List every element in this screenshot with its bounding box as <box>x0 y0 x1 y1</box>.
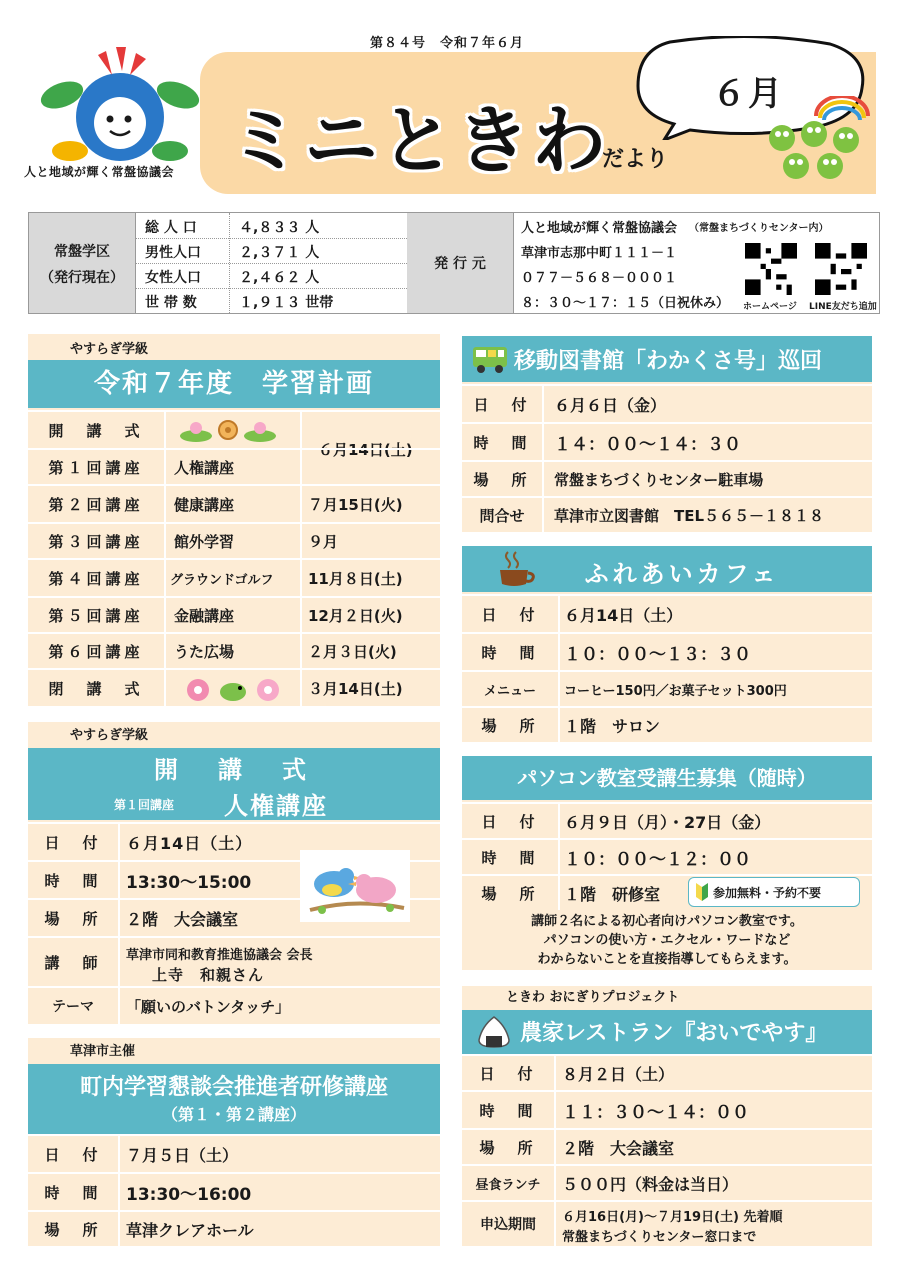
issue-number: 第８４号 令和７年６月 <box>370 36 525 51</box>
pc-note-line: パソコンの使い方・エクセル・ワードなど <box>543 933 791 948</box>
plan-title: 令和７年度 学習計画 <box>28 360 440 408</box>
row-date: ７月15日(火) <box>308 495 403 514</box>
row-label: 問合せ <box>479 506 525 525</box>
row-topic: うた広場 <box>174 642 235 661</box>
cafe-section <box>462 546 872 742</box>
opening-title: 開 講 式 <box>154 756 314 784</box>
stat-label: 女性人口 <box>145 270 201 286</box>
row-topic: 人権講座 <box>174 458 235 477</box>
row-label: 第４回講座 <box>48 569 144 588</box>
publisher-hours: ８：３０～１７：１５（日祝休み） <box>521 296 730 311</box>
publisher-note: （常盤まちづくりセンター内） <box>689 223 829 234</box>
table-row <box>462 632 872 670</box>
row-label: 日 付 <box>479 1064 537 1083</box>
opening-tag: やすらぎ学級 <box>70 728 149 743</box>
row-value: １階 研修室 <box>564 884 661 904</box>
opening-sub-big: 人権講座 <box>224 792 328 820</box>
row-label: 第６回講座 <box>48 642 144 661</box>
row-label: 場 所 <box>44 909 102 928</box>
row-label: 時 間 <box>479 1101 537 1120</box>
flowers-bird-icon <box>178 676 288 704</box>
table-row <box>462 1128 872 1164</box>
row-value-2: 常盤まちづくりセンター窓口まで <box>562 1230 757 1245</box>
publisher-phone: ０７７－５６８－０００１ <box>521 271 678 286</box>
library-bus-icon <box>472 344 508 374</box>
row-label: 場 所 <box>44 1220 102 1239</box>
district-cell <box>29 213 135 313</box>
table-row <box>28 632 440 668</box>
row-date: ２月３日(火) <box>308 642 397 661</box>
pc-section <box>462 756 872 970</box>
table-row <box>28 484 440 522</box>
table-row <box>28 1210 440 1246</box>
table-row <box>28 558 440 596</box>
row-value: ７月５日（土） <box>126 1145 239 1165</box>
row-topic: グラウンドゴルフ <box>170 572 274 588</box>
row-date: ６月14日(土) <box>318 440 413 459</box>
table-row <box>462 802 872 838</box>
district-as-of: （発行現在） <box>40 270 124 286</box>
row-label: 第３回講座 <box>48 532 144 551</box>
line-qr-code-icon[interactable] <box>815 243 867 295</box>
table-row <box>462 496 872 532</box>
table-row <box>462 422 872 460</box>
row-value-2: 上寺 和親さん <box>152 966 265 984</box>
table-row <box>28 936 440 986</box>
lotus-snail-icon <box>178 418 278 444</box>
birds-illustration-icon <box>300 850 410 922</box>
row-value: １０：００～１２：００ <box>564 849 751 870</box>
stat-label: 男性人口 <box>145 245 201 261</box>
row-date: ９月 <box>308 532 339 551</box>
training-subtitle: （第１・第２講座） <box>161 1105 306 1124</box>
row-value: ５００円（料金は当日） <box>562 1174 739 1194</box>
table-row <box>462 1054 872 1090</box>
plan-section <box>28 334 440 706</box>
onigiri-icon <box>476 1014 512 1050</box>
month-label: ６月 <box>712 74 784 114</box>
table-row <box>28 1172 440 1210</box>
frogs-rainbow-icon <box>762 96 870 186</box>
restaurant-title: 農家レストラン『おいでやす』 <box>520 1021 828 1046</box>
row-value: ６月９日（月）・27日（金） <box>564 812 771 832</box>
table-row <box>28 1134 440 1172</box>
row-value: １４：００～１４：３０ <box>554 434 741 455</box>
row-label: テーマ <box>52 999 94 1015</box>
table-row <box>462 1200 872 1246</box>
restaurant-tag: ときわ おにぎりプロジェクト <box>506 990 680 1005</box>
row-label: 第１回講座 <box>48 458 144 477</box>
row-label: 時 間 <box>481 848 539 867</box>
row-value: ２階 大会議室 <box>562 1138 675 1158</box>
table-row <box>28 668 440 706</box>
row-label: 閉 講 式 <box>48 679 144 698</box>
row-date: 11月８日(土) <box>308 569 403 588</box>
row-label: 場 所 <box>479 1138 537 1157</box>
table-row <box>462 1164 872 1200</box>
row-date: 12月２日(火) <box>308 606 403 625</box>
row-label: 昼食ランチ <box>475 1177 541 1193</box>
row-value: ６月14日（土） <box>126 833 253 853</box>
row-value: ６月14日（土） <box>564 605 683 625</box>
row-label: 場 所 <box>473 470 531 489</box>
training-tag: 草津市主催 <box>70 1044 136 1059</box>
free-badge-label: 参加無料・予約不要 <box>713 885 822 900</box>
training-section <box>28 1038 440 1246</box>
district-label: 常盤学区 <box>54 244 110 260</box>
table-row <box>28 986 440 1024</box>
stat-label: 総 人 口 <box>145 220 197 236</box>
row-label: 時 間 <box>473 433 531 452</box>
pc-title: パソコン教室受講生募集（随時） <box>462 756 872 800</box>
row-value: 13:30～16:00 <box>126 1184 252 1205</box>
row-value: 草津市立図書館 TEL５６５－１８１８ <box>554 506 825 525</box>
table-row <box>462 384 872 422</box>
row-label: 日 付 <box>481 605 539 624</box>
row-value: ２階 大会議室 <box>126 909 239 929</box>
row-topic: 館外学習 <box>174 532 235 551</box>
stat-value: ２,３７１ 人 <box>239 245 320 261</box>
row-value: 常盤まちづくりセンター駐車場 <box>554 470 764 489</box>
row-value: １階 サロン <box>564 716 661 736</box>
row-label: 第５回講座 <box>48 606 144 625</box>
row-label: 講 師 <box>44 953 102 972</box>
stat-value: ２,４６２ 人 <box>239 270 320 286</box>
qr-label-homepage: ホームページ <box>743 302 797 312</box>
pc-note-line: 講師２名による初心者向けパソコン教室です。 <box>531 914 803 929</box>
row-label: 場 所 <box>481 716 539 735</box>
table-row <box>462 1090 872 1128</box>
row-topic: 健康講座 <box>174 495 235 514</box>
table-row <box>28 596 440 632</box>
stat-value: １,９１３ 世帯 <box>239 295 334 311</box>
row-value: 13:30～15:00 <box>126 872 252 893</box>
row-value: 草津クレアホール <box>126 1220 254 1240</box>
stat-value: ４,８３３ 人 <box>239 220 320 236</box>
row-label: 場 所 <box>481 884 539 903</box>
row-label: 開 講 式 <box>48 421 144 440</box>
row-label: 申込期間 <box>480 1217 536 1233</box>
row-value: 草津市同和教育推進協議会 会長 <box>126 948 313 963</box>
row-value: １１：３０～１４：００ <box>562 1102 749 1123</box>
newsletter-title-suffix: だより <box>602 147 669 172</box>
qr-code-icon[interactable] <box>745 243 797 295</box>
row-value: 「願いのバトンタッチ」 <box>126 997 291 1016</box>
row-label: 第２回講座 <box>48 495 144 514</box>
opening-section <box>28 722 440 1024</box>
library-section <box>462 336 872 532</box>
table-row <box>462 670 872 706</box>
cafe-title: ふれあいカフェ <box>584 560 780 588</box>
qr-label-line: LINE友だち追加 <box>809 302 877 312</box>
row-label: 日 付 <box>44 1145 102 1164</box>
publisher-name: 人と地域が輝く常盤協議会 <box>521 221 678 236</box>
newsletter-title: ミニときわ <box>228 98 608 184</box>
restaurant-section <box>462 986 872 1246</box>
logo-caption: 人と地域が輝く常盤協議会 <box>24 165 175 179</box>
table-row <box>462 706 872 742</box>
row-value: ６月６日（金） <box>554 395 667 415</box>
row-label: 時 間 <box>44 1183 102 1202</box>
opening-sub-small: 第１回講座 <box>114 798 175 812</box>
table-row <box>28 522 440 558</box>
row-value: １０：００～１３：３０ <box>564 644 751 665</box>
library-title: 移動図書館「わかくさ号」巡回 <box>514 349 823 374</box>
row-value: ６月16日(月)～７月19日(土) 先着順 <box>562 1210 783 1225</box>
plan-tag: やすらぎ学級 <box>70 342 149 357</box>
free-badge <box>688 877 860 907</box>
info-table <box>28 212 880 314</box>
row-label: 時 間 <box>44 871 102 890</box>
row-label: 時 間 <box>481 643 539 662</box>
stat-label: 世 帯 数 <box>145 295 197 311</box>
pc-note-line: わからないことを直接指導してもらえます。 <box>537 952 797 967</box>
row-label: 日 付 <box>481 812 539 831</box>
row-value: ８月２日（土） <box>562 1064 675 1084</box>
table-row <box>462 594 872 632</box>
row-value: コーヒー150円／お菓子セット300円 <box>564 683 787 699</box>
beginner-mark-icon <box>695 883 709 901</box>
publisher-label: 発 行 元 <box>434 256 486 272</box>
row-label: 日 付 <box>473 395 531 414</box>
row-topic: 金融講座 <box>174 606 235 625</box>
table-row <box>28 448 440 484</box>
table-row <box>462 460 872 496</box>
training-title: 町内学習懇談会推進者研修講座 <box>79 1075 388 1100</box>
publisher-address: 草津市志那中町１１１－１ <box>521 246 678 261</box>
row-label: メニュー <box>483 683 536 699</box>
table-row <box>462 838 872 874</box>
row-label: 日 付 <box>44 833 102 852</box>
row-date: ３月14日(土) <box>308 679 403 698</box>
